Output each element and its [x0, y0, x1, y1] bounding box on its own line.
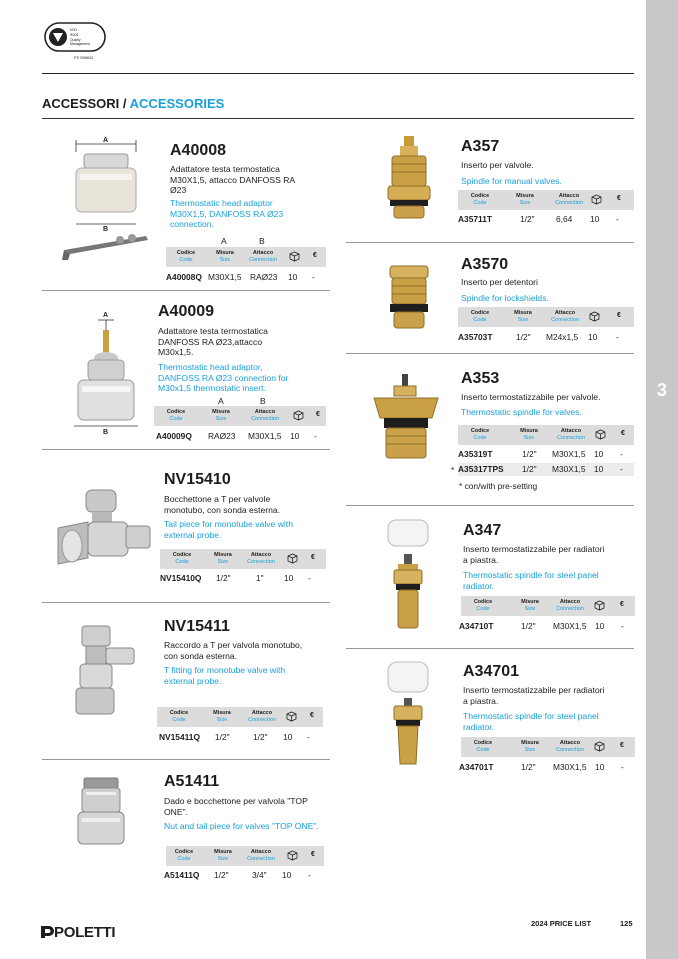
table-header: Codice Code Misura Size Attacco Connection € [458, 425, 634, 445]
product-image-a40009 [62, 308, 162, 443]
table-row: A34710T 1/2" M30X1,5 10 - [459, 621, 624, 631]
table-header: Codice Code Misura Size Attacco Connection € [458, 307, 634, 327]
product-image-a40008 [62, 132, 162, 277]
product-image-nv15410 [56, 488, 152, 579]
box-icon [286, 711, 297, 722]
description-en-a357: Spindle for manual valves. [461, 176, 562, 186]
product-code-a357: A357 [461, 138, 500, 155]
product-image-nv15411 [72, 624, 142, 723]
description-it-a40008: Adattatore testa termostatica M30X1,5, attacco DANFOSS RA Ø23 [170, 164, 296, 195]
product-image-a357 [382, 134, 436, 227]
box-icon [293, 410, 304, 421]
description-it-a353: Inserto termostatizzabile per valvole. [461, 392, 601, 402]
table-header: Codice Code Misura Size Attacco Connection € [160, 549, 326, 569]
brand-name: POLETTI [54, 924, 116, 941]
divider [346, 648, 634, 649]
row-asterisk: * [451, 465, 455, 475]
cert-line-4: Management [70, 42, 90, 46]
divider [346, 242, 634, 243]
description-it-nv15410: Bocchettone a T per valvole monotubo, con sonda esterna. [164, 494, 281, 515]
brand-logo [40, 924, 115, 941]
column-label-b: B [259, 236, 265, 246]
table-header: Codice Code Misura Size Attacco Connection € [461, 596, 635, 616]
column-label-b: B [260, 396, 266, 406]
image-label-a: A [103, 312, 109, 319]
table-header: Codice Code Misura Size Attacco Connection € [166, 247, 326, 267]
section-title [42, 96, 224, 111]
description-en-a40008: Thermostatic head adaptor M30X1,5, DANFOSS RA Ø23 connection. [170, 198, 284, 229]
divider [42, 602, 330, 603]
description-it-nv15411: Raccordo a T per valvola monotubo, con sonda esterna. [164, 640, 303, 661]
box-icon [595, 429, 606, 440]
page-number: 125 [620, 919, 633, 928]
table-row: A40008Q M30X1,5 RAØ23 10 - [166, 272, 315, 282]
price-list-label: 2024 PRICE LIST [531, 919, 592, 928]
column-label-a: A [221, 236, 227, 246]
product-code-a353: A353 [461, 370, 500, 387]
column-label-a: A [218, 396, 224, 406]
table-row: A35317TPS 1/2" M30X1,5 10 - [458, 463, 634, 476]
table-row: A35703T 1/2" M24x1,5 10 - [458, 332, 619, 342]
box-icon [594, 600, 605, 611]
top-rule [42, 73, 634, 74]
chapter-tab [646, 0, 678, 959]
cert-line-3: Quality [70, 38, 81, 42]
product-code-nv15411: NV15411 [164, 618, 230, 635]
box-icon [591, 194, 602, 205]
cert-number: FS 559631 [74, 55, 94, 60]
section-title-en: ACCESSORIES [129, 96, 225, 111]
title-rule [42, 118, 634, 119]
product-code-nv15410: NV15410 [164, 471, 231, 488]
table-row: A34701T 1/2" M30X1,5 10 - [459, 762, 624, 772]
description-en-a353: Thermostatic spindle for valves. [461, 407, 582, 417]
product-code-a3570: A3570 [461, 256, 509, 273]
footnote: * con/with pre-setting [459, 481, 538, 491]
box-icon [589, 311, 600, 322]
table-row: A40009Q RAØ23 M30X1,5 10 - [156, 431, 317, 441]
description-it-a347: Inserto termostatizzabile per radiatori a piastra. [463, 544, 605, 565]
image-label-b: B [103, 429, 109, 436]
image-label-a: A [103, 137, 109, 144]
box-icon [287, 553, 298, 564]
section-title-it: ACCESSORI / [42, 96, 130, 111]
product-image-a34701 [384, 660, 432, 777]
divider [42, 449, 330, 450]
description-en-a34701: Thermostatic spindle for steel panel radiator. [463, 711, 599, 732]
box-icon [289, 251, 300, 262]
box-icon [287, 850, 298, 861]
product-code-a51411: A51411 [164, 773, 220, 790]
table-row: A51411Q 1/2" 3/4" 10 - [164, 870, 311, 880]
description-it-a34701: Inserto termostatizzabile per radiatori a piastra. [463, 685, 605, 706]
description-en-a51411: Nut and tail piece for valves "TOP ONE". [164, 821, 319, 831]
image-label-b: B [103, 226, 109, 233]
table-header: Codice Code Misura Size Attacco Connection € [166, 846, 324, 866]
table-row: NV15411Q 1/2" 1/2" 10 - [159, 732, 310, 742]
table-header: Codice Code Misura Size Attacco Connection € [461, 737, 635, 757]
table-row: NV15410Q 1/2" 1" 10 - [160, 573, 311, 583]
description-en-nv15411: T fitting for monotube valve with external probe. [164, 665, 286, 686]
divider [346, 353, 634, 354]
box-icon [594, 741, 605, 752]
divider [42, 290, 330, 291]
description-it-a3570: Inserto per detentori [461, 277, 538, 287]
table-header: Codice Code Misura Size Attacco Connection € [157, 707, 323, 727]
description-en-nv15410: Tail piece for monotube valve with external probe. [164, 519, 293, 540]
chapter-number: 3 [656, 380, 667, 400]
divider [346, 505, 634, 506]
product-code-a34701: A34701 [463, 663, 520, 680]
description-en-a3570: Spindle for lockshields. [461, 293, 549, 303]
product-image-a51411 [76, 776, 128, 853]
product-image-a353 [370, 374, 442, 469]
description-it-a51411: Dado e bocchettone per valvola "TOP ONE". [164, 796, 308, 817]
table-header: Codice Code Misura Size Attacco Connection € [458, 190, 634, 210]
table-row: A35711T 1/2" 6,64 10 - [458, 214, 619, 224]
description-it-a40009: Adattatore testa termostatica DANFOSS RA Ø23,attacco M30x1,5. [158, 326, 268, 357]
table-row: A35319T 1/2" M30X1,5 10 - [458, 449, 623, 459]
product-code-a40009: A40009 [158, 303, 215, 320]
product-code-a40008: A40008 [170, 142, 227, 159]
product-image-a3570 [382, 264, 436, 337]
table-header: Codice Code Misura Size Attacco Connection € [154, 406, 326, 426]
cert-line-1: ISO [70, 27, 77, 32]
description-en-a347: Thermostatic spindle for steel panel radiator. [463, 570, 599, 591]
divider [42, 759, 330, 760]
description-en-a40009: Thermostatic head adaptor, DANFOSS RA Ø23 connection for M30x1,5 thermostatic insert. [158, 362, 289, 393]
brand-mark-icon [40, 925, 54, 938]
cert-line-2: 9001 [70, 32, 79, 37]
certification-logo [44, 22, 108, 67]
description-it-a357: Inserto per valvole. [461, 160, 534, 170]
product-image-a347 [384, 518, 432, 639]
product-code-a347: A347 [463, 522, 502, 539]
